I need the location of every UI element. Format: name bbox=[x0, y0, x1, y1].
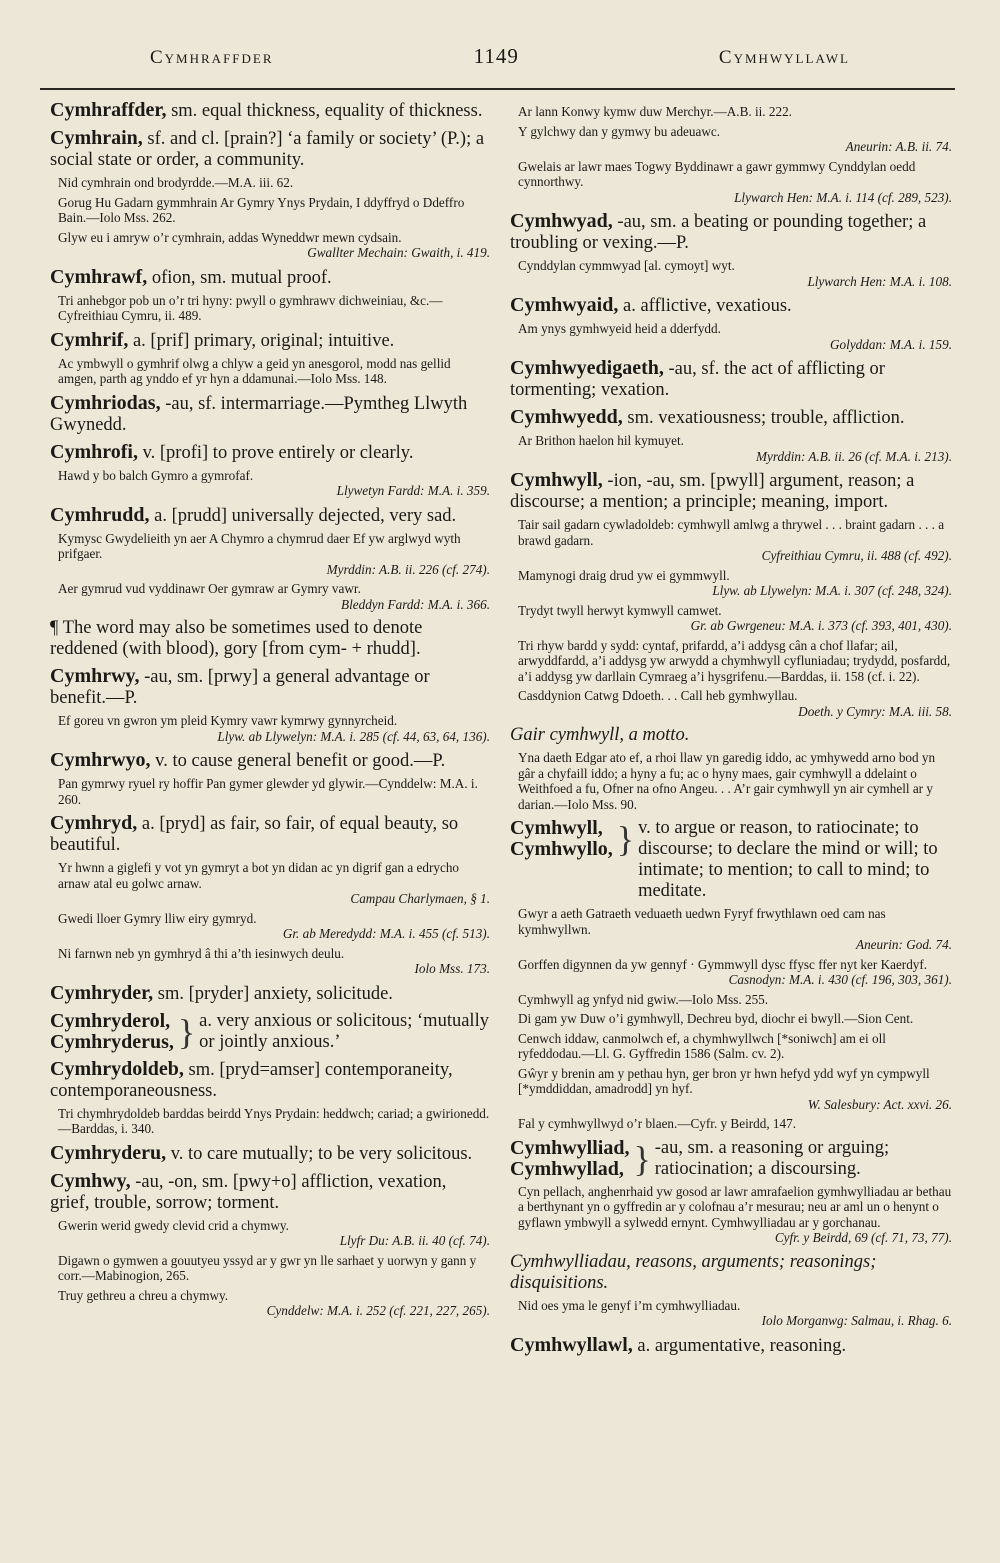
brace-mark: } bbox=[177, 1011, 196, 1052]
headword: Cymhrwyo, bbox=[50, 749, 151, 771]
dictionary-entry bbox=[510, 407, 952, 464]
citation-source: Llyfr Du: A.B. ii. 40 (cf. 74). bbox=[339, 1233, 490, 1248]
definition: a. [pryd] as fair, so fair, of equal beauty, so beautiful. bbox=[50, 814, 459, 855]
definition: sf. and cl. [prain?] ‘a family or society’ (P.); a social state or order, a community. bbox=[50, 129, 485, 170]
definition: a. [prif] primary, original; intuitive. bbox=[132, 330, 395, 351]
headword: Cymhraffder, bbox=[50, 99, 167, 121]
dictionary-entry bbox=[50, 100, 490, 122]
citation bbox=[58, 195, 490, 226]
citation-source: Llyw. ab Llywelyn: M.A. i. 307 (cf. 248, 324). bbox=[712, 583, 952, 598]
dictionary-entry bbox=[50, 442, 490, 499]
dictionary-entry bbox=[510, 725, 952, 812]
definition: sm. [pryder] anxiety, solicitude. bbox=[157, 983, 393, 1004]
citation-text: Yr hwnn a giglefi y vot yn gymryt a bot yn didan ac yn digrif gan a edrycho arnaw atal eu golwc arnaw. bbox=[58, 860, 460, 891]
citation-text: Gwedi lloer Gymry lliw eiry gymryd. bbox=[58, 910, 257, 926]
dictionary-entry bbox=[510, 1335, 952, 1357]
citation bbox=[518, 1011, 952, 1027]
citation-text: Am ynys gymhwyeid heid a dderfydd. bbox=[518, 321, 721, 336]
citation bbox=[58, 230, 490, 261]
citation bbox=[58, 293, 490, 324]
headword-pair bbox=[510, 818, 952, 902]
dictionary-entry bbox=[50, 750, 490, 807]
citation bbox=[58, 1106, 490, 1137]
citation-source: Casnodyn: M.A. i. 430 (cf. 196, 303, 361). bbox=[728, 972, 952, 987]
headword: Cymhwyllo, bbox=[510, 838, 613, 860]
definition: v. to argue or reason, to ratiocinate; to discourse; to declare the mind or will; to intimate; to mention; to call to mind; to meditate. bbox=[638, 818, 938, 901]
citation-text: Tair sail gadarn cywladoldeb: cymhwyll amlwg a thrywel . . . braint gadarn . . . a brawd gadarn. bbox=[518, 517, 945, 548]
citation bbox=[58, 531, 490, 578]
dictionary-entry bbox=[50, 393, 490, 436]
dictionary-entry bbox=[50, 330, 490, 387]
citation bbox=[518, 568, 952, 599]
citation-text: Aer gymrud vud vyddinawr Oer gymraw ar Gymry vawr. bbox=[58, 581, 361, 596]
dictionary-entry bbox=[50, 983, 490, 1005]
dictionary-entry bbox=[50, 1171, 490, 1319]
citation bbox=[518, 906, 952, 953]
headword: Cymhwyllawl, bbox=[510, 1333, 633, 1356]
definition: -au, sf. the act of afflicting or tormenting; vexation. bbox=[510, 359, 885, 400]
citation-text: Gorffen digynnen da yw gennyf · Gymmwyll dysc ffysc ffer nyt ker Kaerdyf. bbox=[518, 956, 928, 972]
dictionary-entry bbox=[510, 1138, 952, 1246]
dictionary-entry bbox=[510, 295, 952, 352]
citation-source: Llywetyn Fardd: M.A. i. 359. bbox=[336, 483, 490, 498]
citation-text: Yna daeth Edgar ato ef, a rhoi llaw yn garedig iddo, ac ymhywedd arno bod yn gâr a chyfaill iddo; a hyny a fu; ac o hyny maes, gair cymhwyll a ddelaint o Weithfoed a fu, Ofner na ofno Angeu. . . A’r gair cymhwyll yn air cymhell ar y darian.—Iolo Mss. 90. bbox=[518, 750, 936, 812]
citation-text: Fal y cymhwyllwyd o’r blaen.—Cyfr. y Beirdd, 147. bbox=[518, 1116, 796, 1131]
definition: -au, -on, sm. [pwy+o] affliction, vexation, grief, trouble, sorrow; torment. bbox=[50, 1171, 447, 1213]
citation bbox=[518, 957, 952, 988]
citation-source: Llywarch Hen: M.A. i. 114 (cf. 289, 523). bbox=[734, 189, 952, 205]
citation bbox=[518, 258, 952, 289]
definition: -au, sf. intermarriage.—Pymtheg Llwyth Gwynedd. bbox=[50, 393, 468, 435]
headword-group bbox=[50, 1011, 174, 1053]
citation bbox=[518, 1116, 952, 1132]
brace-mark: } bbox=[616, 819, 635, 859]
headword: Cymhwyad, bbox=[510, 210, 613, 232]
citation-text: Tri chymhrydoldeb barddas beirdd Ynys Prydain: heddwch; cariad; a gwirionedd.—Barddas, i. 340. bbox=[58, 1105, 490, 1136]
citation-text: Tri anhebgor pob un o’r tri hyny: pwyll o gymhrawv dichweiniau, &c.—Cyfreithiau Cymru, ii. 489. bbox=[58, 292, 443, 323]
citation bbox=[518, 750, 952, 812]
citation-text: Glyw eu i amryw o’r cymhrain, addas Wyneddwr mewn cydsain. bbox=[58, 229, 402, 245]
citation-text: Mamynogi draig drud yw ei gymmwyll. bbox=[518, 567, 730, 583]
definition: -au, sm. a reasoning or arguing; ratiocination; a discoursing. bbox=[654, 1137, 890, 1179]
citation-text: Truy gethreu a chreu a chymwy. bbox=[58, 1287, 229, 1303]
citation-text: Nid cymhrain ond brodyrdde.—M.A. iii. 62. bbox=[58, 175, 294, 190]
dictionary-entry bbox=[510, 104, 952, 205]
left-column bbox=[50, 100, 490, 1325]
definition: -ion, -au, sm. [pwyll] argument, reason; a discourse; a mention; a principle; meaning, import. bbox=[510, 471, 915, 512]
headword: Cymhryder, bbox=[50, 981, 154, 1004]
citation bbox=[58, 356, 490, 387]
citation-source: Llyw. ab Llywelyn: M.A. i. 285 (cf. 44, 63, 64, 136). bbox=[217, 728, 490, 744]
citation-text: Trydyt twyll herwyt kymwyll camwet. bbox=[518, 602, 722, 618]
headword-group bbox=[510, 1138, 629, 1180]
citation-source: Bleddyn Fardd: M.A. i. 366. bbox=[341, 596, 490, 612]
definition: sm. vexatiousness; trouble, affliction. bbox=[627, 408, 905, 428]
citation-source: Aneurin: A.B. ii. 74. bbox=[845, 139, 952, 154]
citation-source: Gwallter Mechain: Gwaith, i. 419. bbox=[307, 245, 490, 260]
citation-text: Cenwch iddaw, canmolwch ef, a chymhwyllwch [*soniwch] am ei oll ryfeddodau.—Ll. G. Gyffredin 1586 (Salm. cv. 2). bbox=[518, 1030, 886, 1061]
brace-mark: } bbox=[633, 1138, 651, 1179]
headword-pair bbox=[510, 1138, 952, 1180]
citation-source: Golyddan: M.A. i. 159. bbox=[830, 336, 952, 352]
citation bbox=[518, 159, 952, 206]
headword: Cymhriodas, bbox=[50, 391, 161, 414]
header-rule bbox=[40, 88, 955, 90]
headword-pair bbox=[50, 1011, 490, 1053]
citation-source: Myrddin: A.B. ii. 226 (cf. 274). bbox=[326, 561, 490, 577]
citation bbox=[58, 911, 490, 942]
citation-text: Gwelais ar lawr maes Togwy Byddinawr a gawr gymmwy Cynddylan oedd cynnorthwy. bbox=[518, 158, 916, 189]
definition: -au, sm. [prwy] a general advantage or benefit.—P. bbox=[50, 667, 430, 708]
headword: Cymhwyll, bbox=[510, 817, 603, 839]
citation-text: Ni farnwn neb yn gymhryd â thi a’th iesinwych deulu. bbox=[58, 945, 345, 961]
citation bbox=[58, 776, 490, 807]
definition: a. argumentative, reasoning. bbox=[637, 1335, 847, 1356]
dictionary-entry bbox=[50, 1143, 490, 1165]
page-header bbox=[150, 44, 850, 69]
headword: Cymhryd, bbox=[50, 812, 138, 834]
citation bbox=[58, 175, 490, 191]
citation-text: Ar Brithon haelon hil kymuyet. bbox=[518, 433, 684, 448]
headword: Cymhwyaid, bbox=[510, 294, 619, 316]
citation bbox=[58, 581, 490, 612]
dictionary-entry bbox=[50, 1011, 490, 1053]
header-right-word: Cymhwyllawl bbox=[718, 47, 850, 68]
citation bbox=[58, 1218, 490, 1249]
citation-source: Cynddelw: M.A. i. 252 (cf. 221, 227, 265). bbox=[266, 1303, 490, 1318]
citation-source: Iolo Mss. 173. bbox=[414, 961, 490, 976]
definition: a. [prudd] universally dejected, very sad. bbox=[154, 505, 457, 526]
citation-text: Ac ymbwyll o gymhrif olwg a chlyw a geid yn anesgorol, modd nas gellid amgen, parth ag ynddo ef yr hyn a ddamunai.—Iolo Mss. 148. bbox=[58, 355, 451, 386]
dictionary-entry bbox=[50, 128, 490, 261]
headword: Cymhwyll, bbox=[510, 469, 603, 491]
citation-source: Doeth. y Cymry: M.A. iii. 58. bbox=[798, 703, 952, 719]
citation-source: Aneurin: God. 74. bbox=[856, 937, 952, 952]
citation-source: Cyfr. y Beirdd, 69 (cf. 71, 73, 77). bbox=[774, 1230, 952, 1245]
citation-text: Pan gymrwy ryuel ry hoffir Pan gymer glewder yd glywir.—Cynddelw: M.A. i. 260. bbox=[58, 776, 478, 807]
citation bbox=[518, 321, 952, 352]
citation-source: Gr. ab Gwrgeneu: M.A. i. 373 (cf. 393, 401, 430). bbox=[690, 618, 952, 633]
headword: Cymhrofi, bbox=[50, 440, 138, 463]
headword: Cymhryderol, bbox=[50, 1009, 171, 1032]
dictionary-entry bbox=[50, 813, 490, 977]
citation bbox=[518, 1184, 952, 1246]
citation-text: Gorug Hu Gadarn gymmhrain Ar Gymry Ynys Prydain, I ddyffryd o Ddeffro Bain.—Iolo Mss. 262. bbox=[58, 194, 465, 225]
definition: ofion, sm. mutual proof. bbox=[151, 267, 332, 288]
citation-text: Cynddylan cymmwyad [al. cymoyt] wyt. bbox=[518, 258, 735, 273]
citation bbox=[518, 124, 952, 155]
headword: Cymhryderu, bbox=[50, 1141, 167, 1164]
citation bbox=[58, 860, 490, 907]
definition: a. afflictive, vexatious. bbox=[622, 296, 792, 316]
dictionary-entry bbox=[50, 1059, 490, 1137]
citation-source: W. Salesbury: Act. xxvi. 26. bbox=[807, 1096, 952, 1112]
definition: -au, sm. a beating or pounding together; a troubling or vexing.—P. bbox=[510, 212, 927, 253]
citation bbox=[58, 946, 490, 977]
definition: sm. [pryd=amser] contemporaneity, contemporaneousness. bbox=[50, 1059, 453, 1101]
citation-text: Digawn o gymwen a gouutyeu yssyd ar y gwr yn lle sarhaet y uorwyn y gann y corr.—Mabinogion, 265. bbox=[58, 1252, 477, 1283]
citation bbox=[518, 1066, 952, 1113]
citation-text: Gwerin werid gwedy clevid crid a chymwy. bbox=[58, 1217, 289, 1233]
citation bbox=[518, 104, 952, 120]
definition: sm. equal thickness, equality of thickness. bbox=[171, 101, 483, 121]
citation-text: Di gam yw Duw o’i gymhwyll, Dechreu byd, diochr ei bwyll.—Sion Cent. bbox=[518, 1011, 914, 1026]
headword: Cymhrawf, bbox=[50, 265, 148, 288]
page-number: 1149 bbox=[473, 44, 519, 68]
phrase-heading: Cymhwylliadau, reasons, arguments; reasonings; disquisitions. bbox=[510, 1251, 877, 1293]
headword-group bbox=[510, 818, 613, 860]
header-left-word: Cymhraffder bbox=[150, 47, 274, 68]
citation bbox=[518, 638, 952, 685]
citation bbox=[518, 688, 952, 719]
citation-text: Gŵyr y brenin am y pethau hyn, ger bron yr hwn hefyd ydd wyf yn cympwyll [*ymddiddan, amadrodd] yn hyf. bbox=[518, 1065, 930, 1096]
dictionary-entry bbox=[50, 505, 490, 613]
citation bbox=[58, 1253, 490, 1284]
citation-source: Myrddin: A.B. ii. 26 (cf. M.A. i. 213). bbox=[756, 448, 952, 464]
headword: Cymhrudd, bbox=[50, 503, 150, 526]
dictionary-entry bbox=[510, 1252, 952, 1329]
right-column bbox=[510, 100, 952, 1363]
headword: Cymhwy, bbox=[50, 1169, 131, 1192]
citation-text: Hawd y bo balch Gymro a gymrofaf. bbox=[58, 467, 254, 483]
phrase-heading: Gair cymhwyll, a motto. bbox=[510, 725, 690, 745]
citation-text: Ef goreu vn gwron ym pleid Kymry vawr kymrwy gynnyrcheid. bbox=[58, 713, 398, 728]
headword: Cymhwylliad, bbox=[510, 1136, 630, 1159]
dictionary-entry bbox=[50, 267, 490, 324]
dictionary-entry bbox=[50, 666, 490, 744]
dictionary-entry bbox=[510, 470, 952, 719]
citation-source: Iolo Morganwg: Salmau, i. Rhag. 6. bbox=[761, 1313, 952, 1328]
dictionary-entry bbox=[50, 618, 490, 660]
citation bbox=[518, 1031, 952, 1062]
citation bbox=[58, 468, 490, 499]
citation-text: Gwyr a aeth Gatraeth veduaeth uedwn Fyryf frwythlawn oed cam nas kymhwyllwn. bbox=[518, 906, 886, 937]
citation-text: Nid oes yma le genyf i’m cymhwylliadau. bbox=[518, 1297, 741, 1313]
citation-source: Cyfreithiau Cymru, ii. 488 (cf. 492). bbox=[761, 548, 952, 563]
citation-text: Tri rhyw bardd y sydd: cyntaf, prifardd, a’i addysg cân a chof llafar; ail, arwyddfardd, a’i addysg yw arwydd a chymhwyll cyfluniadau; trydydd, posfardd, a’i addysg yw darllain Cymraeg a’i hysgrifenu.—Barddas, ii. 158 (cf. i. 22). bbox=[518, 637, 951, 684]
citation-text: Ar lann Konwy kymw duw Merchyr.—A.B. ii. 222. bbox=[518, 104, 792, 119]
definition: v. [profi] to prove entirely or clearly. bbox=[142, 442, 414, 463]
citation bbox=[518, 517, 952, 564]
dictionary-entry bbox=[510, 818, 952, 1132]
citation bbox=[58, 1288, 490, 1319]
citation-text: Casddynion Catwg Ddoeth. . . Call heb gymhwyllau. bbox=[518, 688, 798, 703]
definition: a. very anxious or solicitous; ‘mutually or jointly anxious.’ bbox=[199, 1010, 489, 1052]
headword: Cymhrain, bbox=[50, 127, 143, 149]
citation bbox=[518, 1298, 952, 1329]
citation bbox=[518, 433, 952, 464]
headword: Cymhwyllad, bbox=[510, 1157, 624, 1180]
dictionary-entry bbox=[510, 211, 952, 289]
definition: v. to cause general benefit or good.—P. bbox=[155, 751, 446, 771]
headword: Cymhwyedigaeth, bbox=[510, 357, 664, 379]
headword: Cymhrwy, bbox=[50, 665, 140, 687]
headword: Cymhwyedd, bbox=[510, 406, 623, 428]
usage-note: ¶ The word may also be sometimes used to denote reddened (with blood), gory [from cym- + rhudd]. bbox=[50, 618, 423, 659]
citation-text: Cymhwyll ag ynfyd nid gwiw.—Iolo Mss. 255. bbox=[518, 991, 769, 1007]
headword: Cymhrydoldeb, bbox=[50, 1057, 184, 1080]
citation-source: Llywarch Hen: M.A. i. 108. bbox=[807, 273, 952, 289]
citation-text: Cyn pellach, anghenrhaid yw gosod ar lawr amrafaelion gymhwylliadau ar bethau a berthynant yn o gyffredin ar y colofnau a’r mesurau; neu ar aml un o henynt o gyflawn ymbwyll a sylwedd ernynt. Cymhwylliadau ar y gorchanau. bbox=[518, 1183, 952, 1230]
citation bbox=[58, 713, 490, 744]
citation-text: Kymysc Gwydelieith yn aer A Chymro a chymrud daer Ef yw arglwyd wyth prifgaer. bbox=[58, 530, 461, 561]
definition: v. to care mutually; to be very solicitous. bbox=[170, 1143, 473, 1164]
citation-text: Y gylchwy dan y gymwy bu adeuawc. bbox=[518, 123, 721, 139]
headword: Cymhryderus, bbox=[50, 1030, 174, 1053]
dictionary-entry bbox=[510, 358, 952, 401]
citation bbox=[518, 603, 952, 634]
citation bbox=[518, 992, 952, 1008]
citation-source: Campau Charlymaen, § 1. bbox=[350, 891, 490, 906]
headword: Cymhrif, bbox=[50, 328, 129, 351]
citation-source: Gr. ab Meredydd: M.A. i. 455 (cf. 513). bbox=[282, 926, 490, 941]
